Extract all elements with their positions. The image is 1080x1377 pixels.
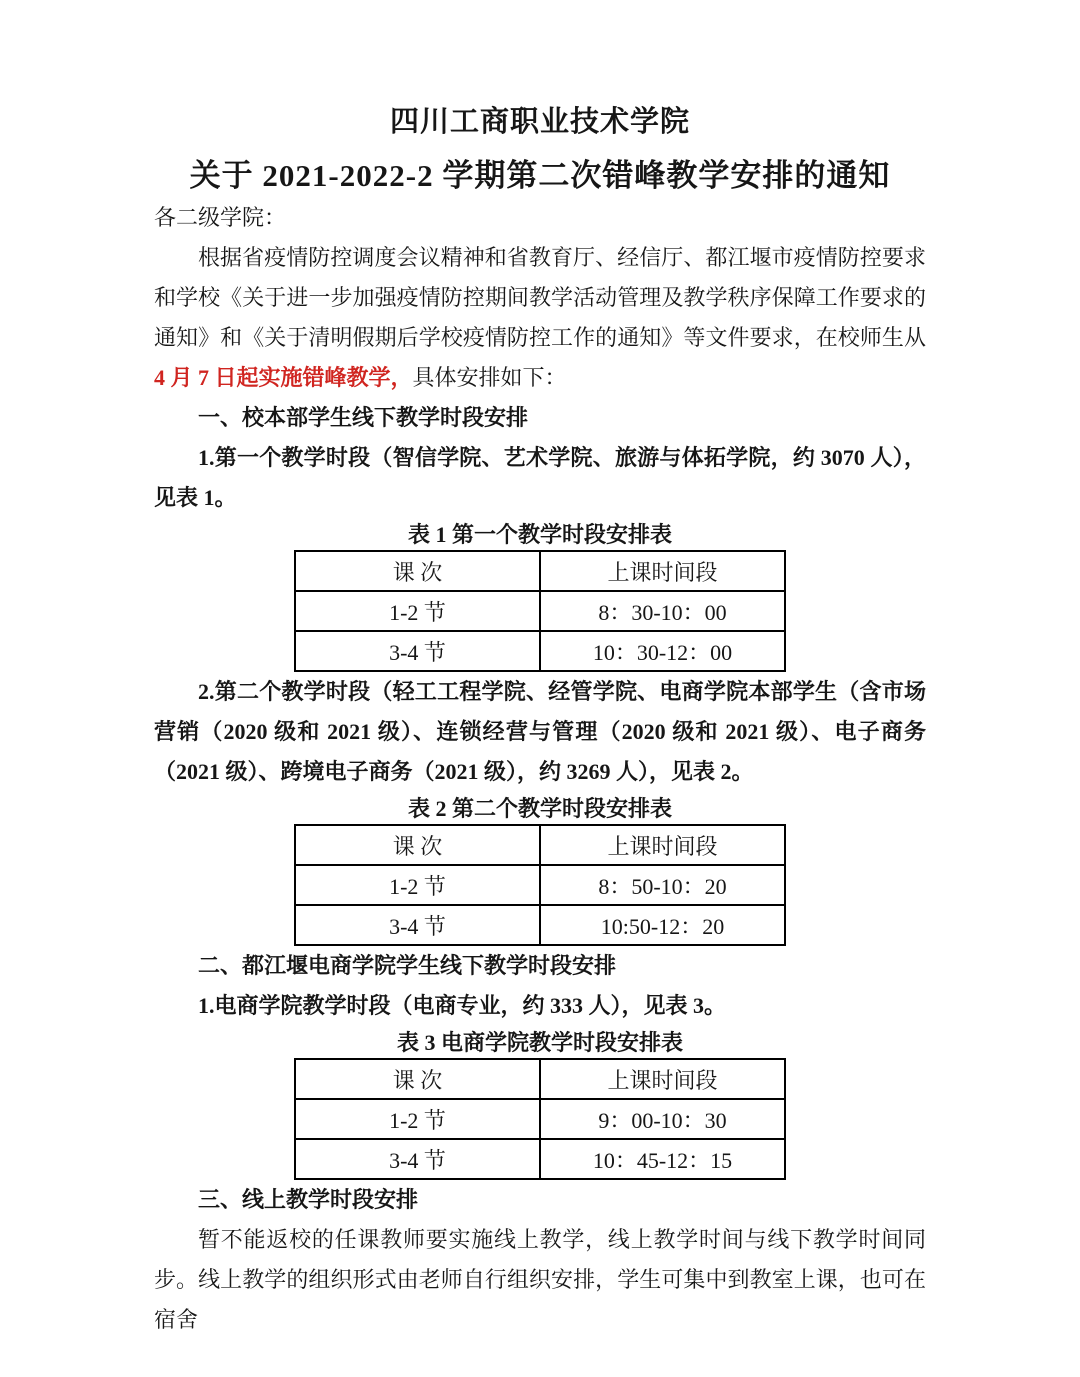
table3-row1-time: 9：00-10：30 bbox=[540, 1099, 785, 1139]
table1-row2-time: 10：30-12：00 bbox=[540, 631, 785, 671]
table2-caption: 表 2 第二个教学时段安排表 bbox=[407, 796, 672, 821]
table3-row-2 bbox=[295, 1139, 785, 1179]
intro-text-before-red: 根据省疫情防控调度会议精神和省教育厅、经信厅、都江堰市疫情防控要求和学校《关于进一步加强疫情防控期间教学活动管理及教学秩序保障工作要求的通知》和《关于清明假期后学校疫情防控工作的通知》等文件要求，在校师生从 bbox=[154, 245, 926, 350]
table1-row2-course: 3-4 节 bbox=[295, 631, 540, 671]
section3-paragraph: 暂不能返校的任课教师要实施线上教学，线上教学时间与线下教学时间同步。线上教学的组织形式由老师自行组织安排，学生可集中到教室上课，也可在宿舍 bbox=[154, 1227, 926, 1332]
section2-heading: 二、都江堰电商学院学生线下教学时段安排 bbox=[198, 953, 617, 978]
section1-heading: 一、校本部学生线下教学时段安排 bbox=[198, 405, 529, 430]
table2-row1-time: 8：50-10：20 bbox=[540, 865, 785, 905]
salutation: 各二级学院： bbox=[154, 205, 287, 230]
table3-header-course: 课 次 bbox=[295, 1059, 540, 1099]
table3-row2-course: 3-4 节 bbox=[295, 1139, 540, 1179]
table1-schedule bbox=[294, 550, 786, 672]
table3-row1-course: 1-2 节 bbox=[295, 1099, 540, 1139]
intro-paragraph bbox=[154, 238, 926, 398]
table3-row-1 bbox=[295, 1099, 785, 1139]
red-highlight-date: 4 月 7 日起实施错峰教学， bbox=[154, 365, 413, 390]
section2-item1: 1.电商学院教学时段（电商专业，约 333 人），见表 3。 bbox=[198, 993, 727, 1018]
table3-row2-time: 10：45-12：15 bbox=[540, 1139, 785, 1179]
table3-header-time: 上课时间段 bbox=[540, 1059, 785, 1099]
intro-text-after-red: 具体安排如下： bbox=[412, 365, 567, 390]
table2-header-time: 上课时间段 bbox=[540, 825, 785, 865]
doc-title-line1: 四川工商职业技术学院 bbox=[389, 106, 690, 138]
table2-row2-time: 10:50-12：20 bbox=[540, 905, 785, 945]
table1-header-time: 上课时间段 bbox=[540, 551, 785, 591]
table1-row-1 bbox=[295, 591, 785, 631]
table2-header-row bbox=[295, 825, 785, 865]
table1-row-2 bbox=[295, 631, 785, 671]
section3-heading: 三、线上教学时段安排 bbox=[198, 1187, 419, 1212]
section1-item2: 2.第二个教学时段（轻工工程学院、经管学院、电商学院本部学生（含市场营销（2020 级和 2021 级）、连锁经营与管理（2020 级和 2021 级）、电子商务（2021 级）、跨境电子商务（2021 级），约 3269 人），见表 2。 bbox=[154, 679, 926, 784]
table3-header-row bbox=[295, 1059, 785, 1099]
document-content bbox=[154, 0, 926, 1340]
table1-row1-course: 1-2 节 bbox=[295, 591, 540, 631]
table1-header-row bbox=[295, 551, 785, 591]
table1-caption: 表 1 第一个教学时段安排表 bbox=[407, 522, 672, 547]
table3-schedule bbox=[294, 1058, 786, 1180]
table2-row2-course: 3-4 节 bbox=[295, 905, 540, 945]
table2-schedule bbox=[294, 824, 786, 946]
table1-header-course: 课 次 bbox=[295, 551, 540, 591]
table2-row-1 bbox=[295, 865, 785, 905]
table2-header-course: 课 次 bbox=[295, 825, 540, 865]
table2-row-2 bbox=[295, 905, 785, 945]
table3-caption: 表 3 电商学院教学时段安排表 bbox=[396, 1030, 683, 1055]
table2-row1-course: 1-2 节 bbox=[295, 865, 540, 905]
table1-row1-time: 8：30-10：00 bbox=[540, 591, 785, 631]
doc-title-line2: 关于 2021-2022-2 学期第二次错峰教学安排的通知 bbox=[189, 158, 891, 193]
section1-item1: 1.第一个教学时段（智信学院、艺术学院、旅游与体拓学院，约 3070 人），见表 1。 bbox=[154, 445, 926, 510]
